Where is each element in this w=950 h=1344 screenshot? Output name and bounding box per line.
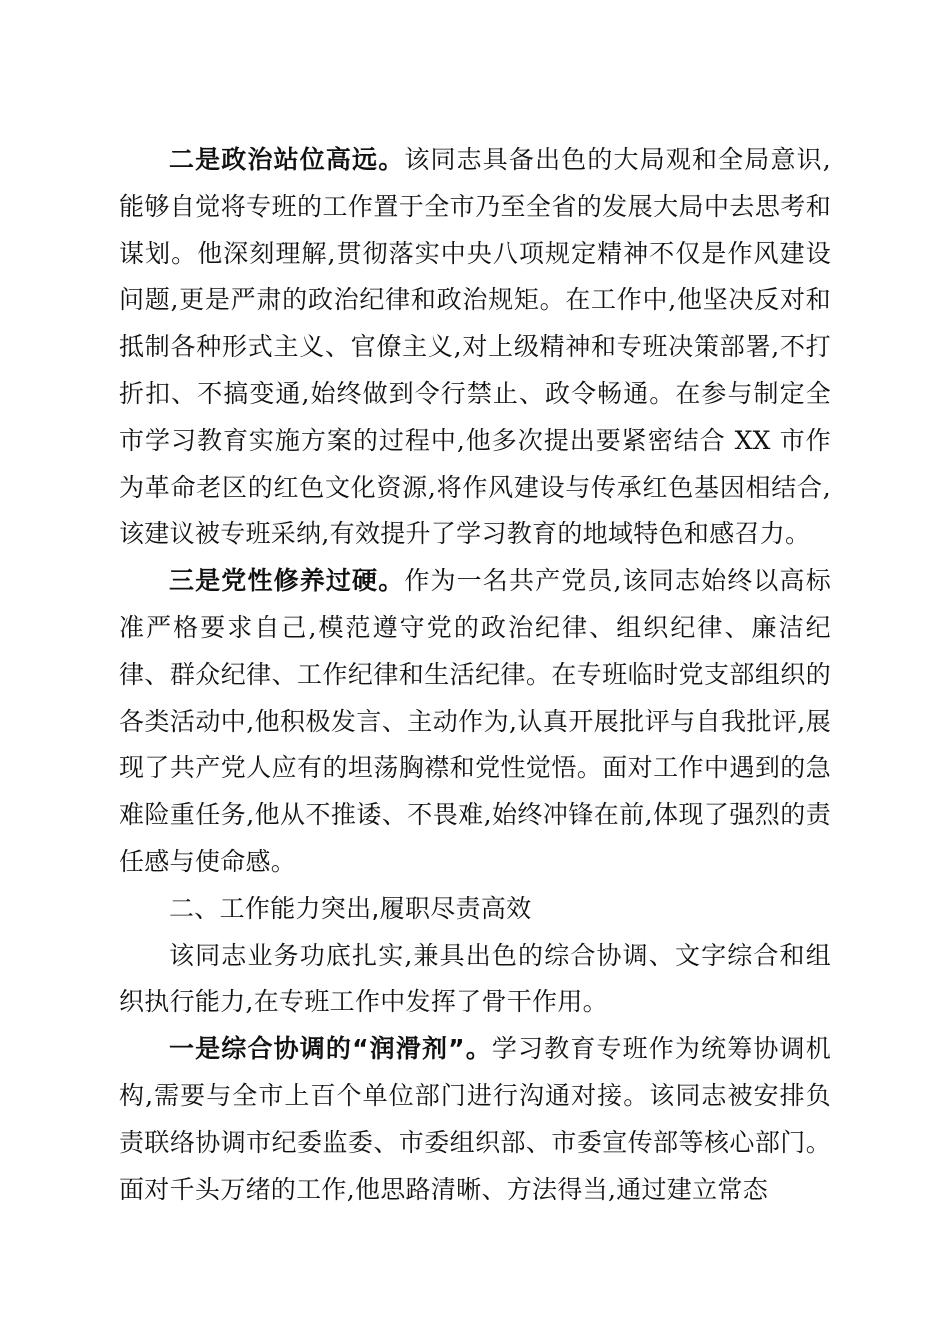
section-heading: 二、工作能力突出,履职尽责高效 [169,893,532,923]
paragraph-lead: 一是综合协调的“润滑剂”。 [169,1034,492,1064]
document-body [119,137,831,1213]
paragraph-coordination [119,1026,831,1213]
paragraph-lead: 三是党性修养过硬。 [169,566,405,596]
paragraph-text: 该同志业务功底扎实,兼具出色的综合协调、文字综合和组织执行能力,在专班工作中发挥了骨干作用。 [119,940,831,1017]
paragraph-political-stance [119,137,831,558]
paragraph-lead: 二是政治站位高远。 [169,145,405,174]
paragraph-text: 学习教育专班作为统筹协调机构,需要与全市上百个单位部门进行沟通对接。该同志被安排负责联络协调市纪委监委、市委组织部、市委宣传部等核心部门。面对千头万绪的工作,他思路清晰、方法得当,通过建立常态 [119,1034,831,1204]
paragraph-text: 作为一名共产党员,该同志始终以高标准严格要求自己,模范遵守党的政治纪律、组织纪律、廉洁纪律、群众纪律、工作纪律和生活纪律。在专班临时党支部组织的各类活动中,他积极发言、主动作为,认真开展批评与自我批评,展现了共产党人应有的坦荡胸襟和党性觉悟。面对工作中遇到的急难险重任务,他从不推诿、不畏难,始终冲锋在前,体现了强烈的责任感与使命感。 [119,566,831,876]
paragraph-party-spirit [119,558,831,886]
paragraph-section-intro [119,933,831,1027]
paragraph-text: 该同志具备出色的大局观和全局意识,能够自觉将专班的工作置于全市乃至全省的发展大局中去思考和谋划。他深刻理解,贯彻落实中央八项规定精神不仅是作风建设问题,更是严肃的政治纪律和政治规矩。在工作中,他坚决反对和抵制各种形式主义、官僚主义,对上级精神和专班决策部署,不打折扣、不搞变通,始终做到令行禁止、政令畅通。在参与制定全市学习教育实施方案的过程中,他多次提出要紧密结合 XX 市作为革命老区的红色文化资源,将作风建设与传承红色基因相结合,该建议被专班采纳,有效提升了学习教育的地域特色和感召力。 [119,145,831,549]
